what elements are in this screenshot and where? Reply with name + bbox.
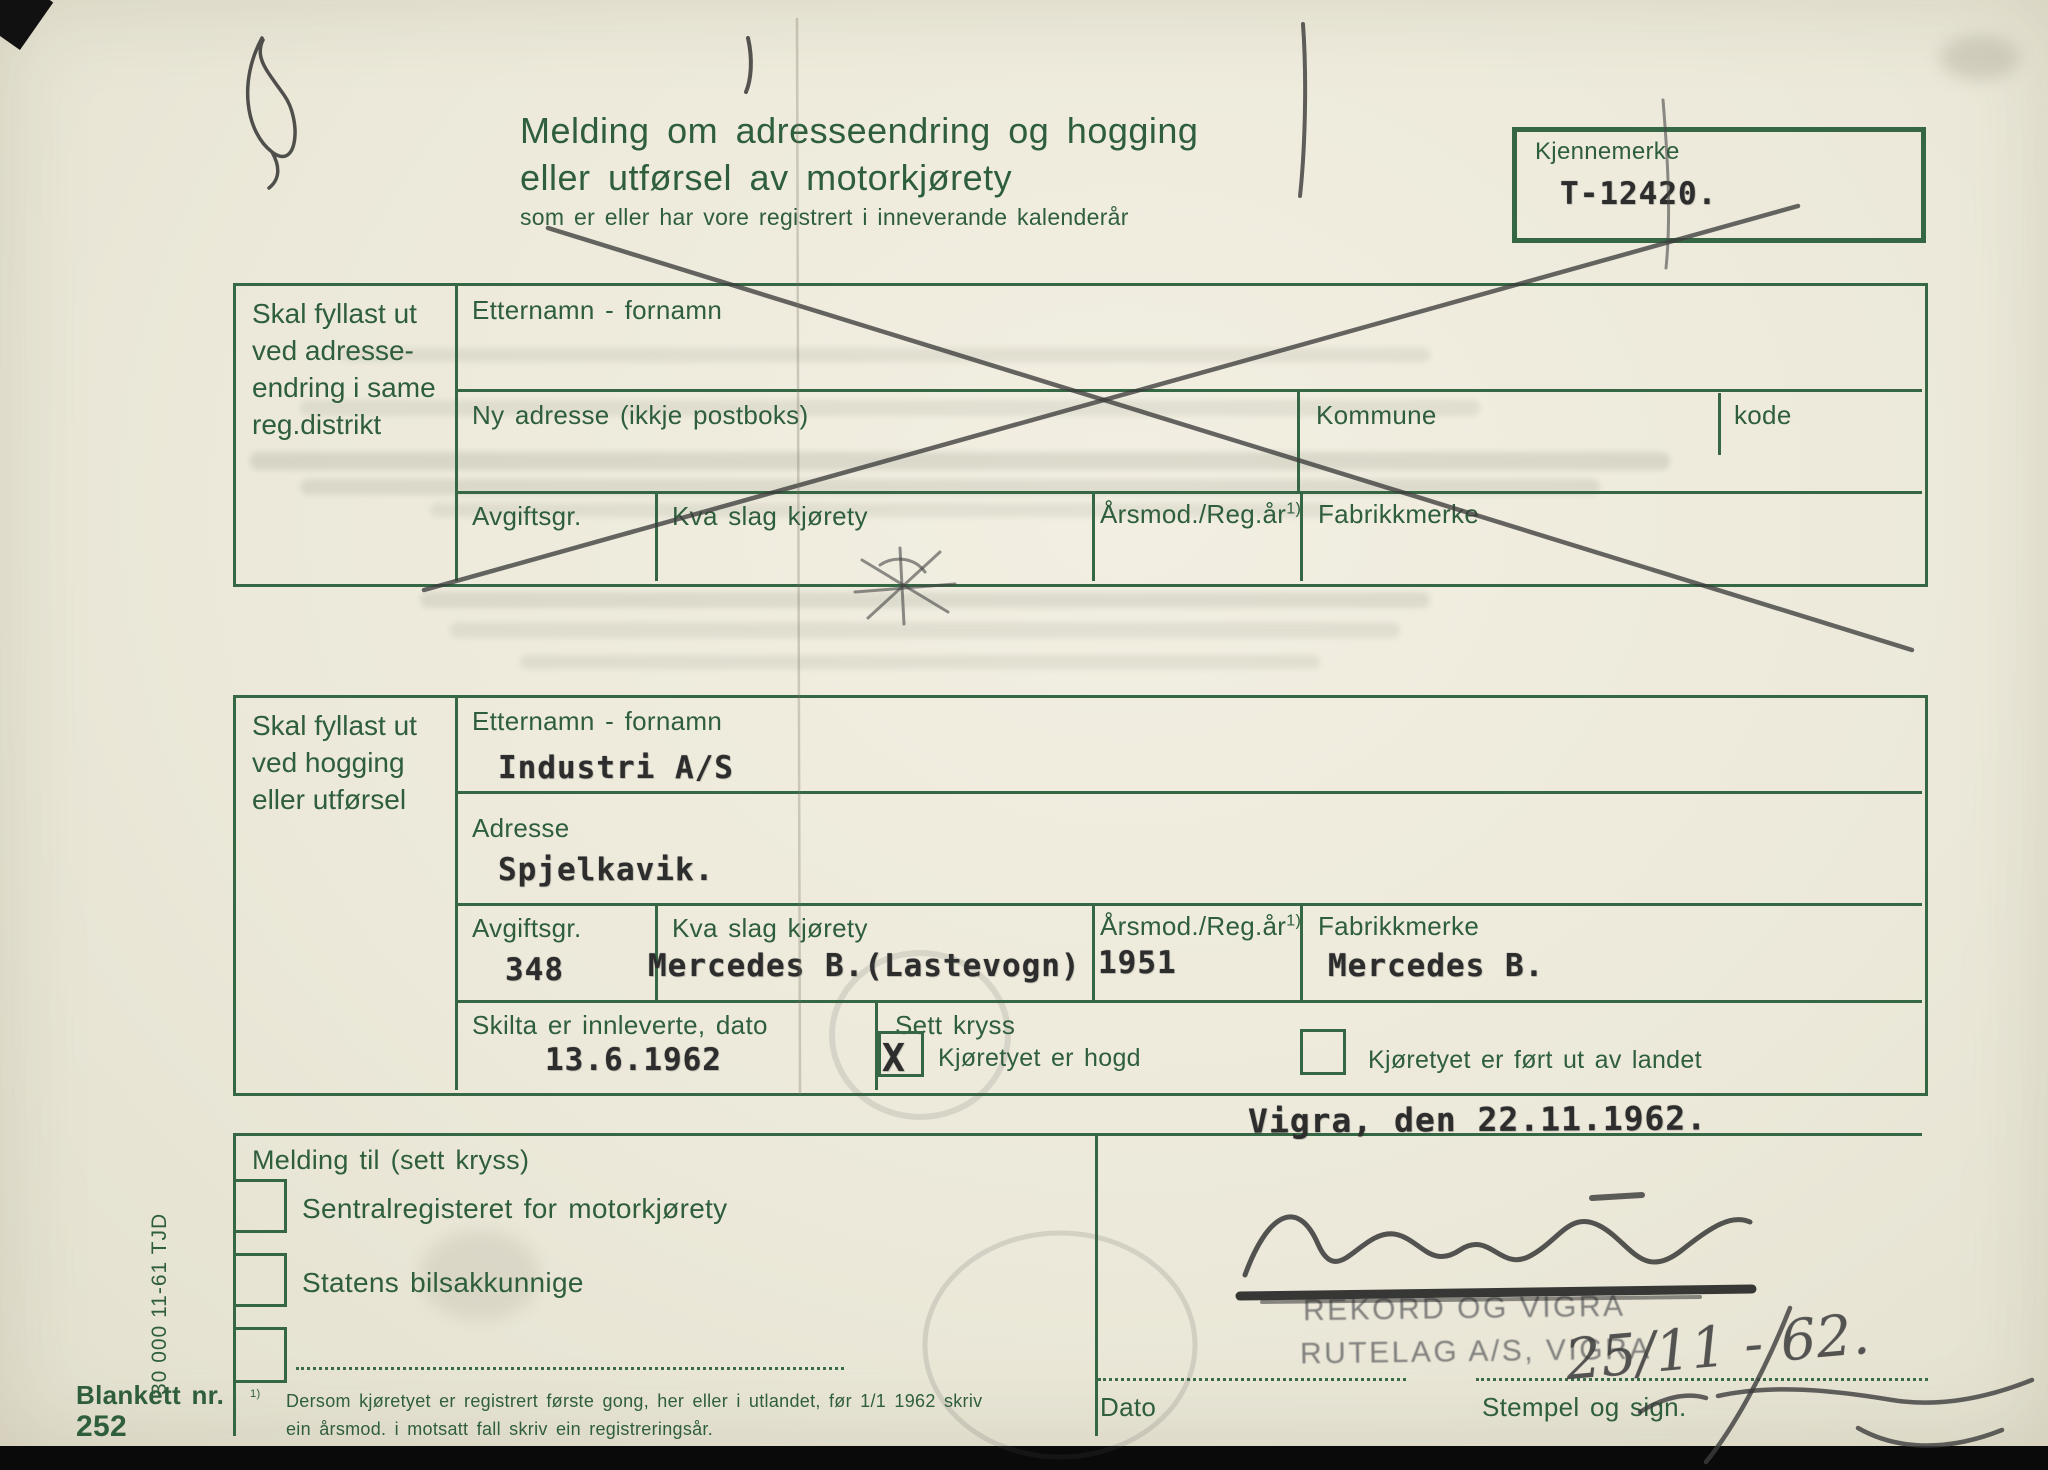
- arsmod-label: [1100, 911, 1301, 942]
- bleed-through: [450, 622, 1400, 638]
- melding-til-header: Melding til (sett kryss): [252, 1145, 530, 1175]
- arsmod-label-text: Årsmod./Reg.år: [1100, 911, 1287, 941]
- avgiftsgr-value: 348: [505, 952, 564, 988]
- footnote-text: Dersom kjøretyet er registrert første gong, her eller i utlandet, før 1/1 1962 skriv ein årsmod. i motsatt fall skriv ein registreringsår.: [286, 1391, 983, 1439]
- stamp-line1: REKORD OG VIGRA: [1302, 1289, 1626, 1328]
- section1-side-label: Skal fyllast ut ved adresse-endring i same reg.distrikt: [252, 298, 436, 440]
- kommune-label: Kommune: [1316, 400, 1437, 430]
- etternamn-label: Etternamn - fornamn: [472, 295, 723, 325]
- skilta-value: 13.6.1962: [545, 1042, 722, 1078]
- grid-line: [1297, 389, 1300, 491]
- arsmod-footnote-ref: 1): [1286, 911, 1302, 930]
- form-title-line1: Melding om adresseendring og hogging: [520, 110, 1199, 151]
- scan-smudge: [1940, 35, 2020, 80]
- kva-slag-value: Mercedes B.(Lastevogn): [648, 948, 1081, 984]
- fabrikkmerke-label: Fabrikkmerke: [1318, 499, 1480, 529]
- fabrikkmerke-label: Fabrikkmerke: [1318, 911, 1480, 941]
- blankett-number: 252: [76, 1410, 127, 1443]
- dato-dotted-line[interactable]: [1098, 1378, 1406, 1381]
- grid-line: [1718, 393, 1721, 455]
- bleed-through: [420, 592, 1430, 608]
- grid-line: [455, 903, 1922, 906]
- ny-adresse-label: Ny adresse (ikkje postboks): [472, 400, 809, 430]
- etternamn-value: Industri A/S: [498, 750, 734, 786]
- grid-line: [455, 491, 1922, 494]
- pencil-date-note: 25/11 - 62.: [1562, 1301, 1873, 1394]
- fort-ut-label: Kjøretyet er ført ut av landet: [1368, 1046, 1702, 1074]
- stempel-og-sign-label: Stempel og sign.: [1482, 1392, 1687, 1422]
- arsmod-label-text: Årsmod./Reg.år: [1100, 499, 1287, 529]
- sett-kryss-label: Sett kryss: [895, 1010, 1016, 1040]
- grid-line: [455, 791, 1922, 794]
- arsmod-value: 1951: [1098, 945, 1177, 981]
- dato-label: Dato: [1100, 1392, 1157, 1422]
- kode-label: kode: [1734, 400, 1792, 430]
- grid-line: [1095, 1133, 1098, 1436]
- statens-bilsakkunnige-label: Statens bilsakkunnige: [302, 1267, 584, 1298]
- kva-slag-label: Kva slag kjørety: [672, 913, 868, 943]
- form-subtitle: som er eller har vore registrert i inneverande kalenderår: [520, 204, 1129, 230]
- avgiftsgr-label: Avgiftsgr.: [472, 913, 582, 943]
- blankett-label: Blankett nr.: [76, 1380, 225, 1410]
- bleed-through: [520, 655, 1320, 669]
- grid-line: [455, 389, 1922, 392]
- avgiftsgr-label: Avgiftsgr.: [472, 501, 582, 531]
- footnote-ref-text: 1): [250, 1388, 261, 1400]
- footnote-ref: [250, 1388, 261, 1409]
- fabrikkmerke-value: Mercedes B.: [1328, 948, 1545, 984]
- arsmod-label: [1100, 499, 1301, 530]
- form-title-line2: eller utførsel av motorkjørety: [520, 157, 1013, 198]
- kva-slag-label: Kva slag kjørety: [672, 501, 868, 531]
- sentralregisteret-label: Sentralregisteret for motorkjørety: [302, 1193, 728, 1224]
- checkbox-hogd-x-mark: X: [882, 1036, 906, 1080]
- grid-line: [655, 491, 658, 581]
- kjennemerke-label: Kjennemerke: [1535, 138, 1680, 165]
- checkbox-fort-ut-av-landet[interactable]: [1300, 1029, 1346, 1075]
- checkbox-sentralregisteret[interactable]: [233, 1179, 287, 1233]
- grid-line: [1092, 903, 1095, 1000]
- checkbox-other-recipient[interactable]: [233, 1327, 287, 1383]
- grid-line: [455, 1000, 1922, 1003]
- hogd-label: Kjøretyet er hogd: [938, 1044, 1141, 1072]
- print-code-vertical: 30 000 11-61 TJD: [148, 1212, 171, 1395]
- section-adresseendring-box: [233, 283, 1928, 587]
- adresse-value: Spjelkavik.: [498, 852, 715, 888]
- skilta-label: Skilta er innleverte, dato: [472, 1010, 768, 1040]
- etternamn-label: Etternamn - fornamn: [472, 706, 723, 736]
- arsmod-footnote-ref: 1): [1286, 499, 1302, 518]
- grid-line: [1092, 491, 1095, 581]
- kjennemerke-value: T-12420.: [1560, 176, 1718, 212]
- adresse-label: Adresse: [472, 813, 570, 843]
- section2-side-label: Skal fyllast ut ved hogging eller utførsel: [252, 710, 417, 815]
- other-recipient-dotted-line[interactable]: [296, 1367, 844, 1370]
- stamp-line2: RUTELAG A/S, VIGRA: [1299, 1332, 1652, 1371]
- checkbox-statens-bilsakkunnige[interactable]: [233, 1253, 287, 1307]
- place-date-typed: Vigra, den 22.11.1962.: [1247, 1098, 1708, 1141]
